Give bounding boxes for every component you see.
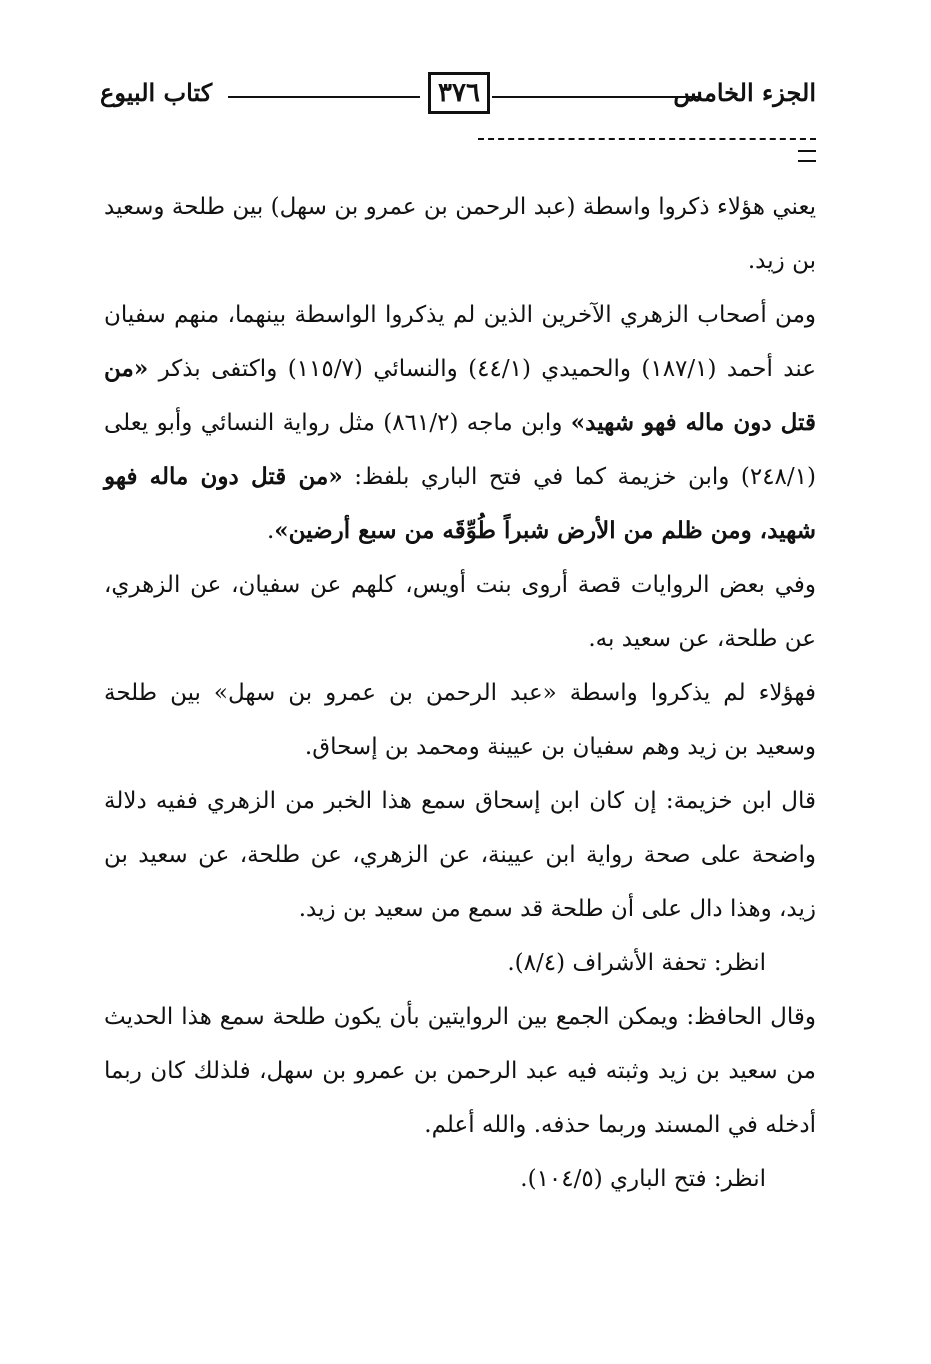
reference-1: انظر: تحفة الأشراف (٨/٤). [507,950,766,976]
paragraph-2-text-b: وابن ماجه (٨٦١/٢) مثل رواية النسائي وأبو يعلى (٢٤٨/١) وابن خزيمة كما في فتح الباري بلفظ: [104,410,816,490]
part-label: الجزء الخامس [673,78,816,107]
header-rule-right [492,96,698,98]
paragraph-2-text-a: ومن أصحاب الزهري الآخرين الذين لم يذكروا الواسطة بينهما، منهم سفيان عند أحمد (١٨٧/١) والحميدي (٤٤/١) والنسائي (١١٥/٧) واكتفى بذكر [104,302,816,382]
hadith-quote-1: «من قتل دون ماله فهو شهيد» [104,355,816,436]
book-title: كتاب البيوع [100,78,213,107]
header-rule-left [228,96,420,98]
paragraph-2-end: . [266,518,275,544]
paragraph-1: يعني هؤلاء ذكروا واسطة (عبد الرحمن بن عمرو بن سهل) بين طلحة وسعيد بن زيد. [104,194,816,274]
footnote-continuation-mark [798,150,816,162]
paragraph-3: وفي بعض الروايات قصة أروى بنت أويس، كلهم عن سفيان، عن الزهري، عن طلحة، عن سعيد به. [104,572,816,652]
paragraph-5: قال ابن خزيمة: إن كان ابن إسحاق سمع هذا الخبر من الزهري ففيه دلالة واضحة على صحة رواية ابن عيينة، عن الزهري، عن طلحة، عن سعيد بن زيد، وهذا دال على أن طلحة قد سمع من سعيد بن زيد. [104,788,816,922]
paragraph-2 [104,288,816,558]
footnote-separator [478,138,816,140]
page-body [104,180,816,1206]
page-header [100,72,816,118]
paragraph-4: فهؤلاء لم يذكروا واسطة «عبد الرحمن بن عمرو بن سهل» بين طلحة وسعيد بن زيد وهم سفيان بن عيينة ومحمد بن إسحاق. [104,680,816,760]
reference-2: انظر: فتح الباري (١٠٤/٥). [520,1166,766,1192]
hadith-quote-2: «من قتل دون ماله فهو شهيد، ومن ظلم من الأرض شبراً طُوِّقَه من سبع أرضين» [104,463,816,544]
paragraph-6: وقال الحافظ: ويمكن الجمع بين الروايتين بأن يكون طلحة سمع هذا الحديث من سعيد بن زيد وثبته فيه عبد الرحمن بن عمرو بن سهل، فلذلك كان ربما أدخله في المسند وربما حذفه. والله أعلم. [104,1004,816,1138]
page-number: ٣٧٦ [428,72,490,114]
